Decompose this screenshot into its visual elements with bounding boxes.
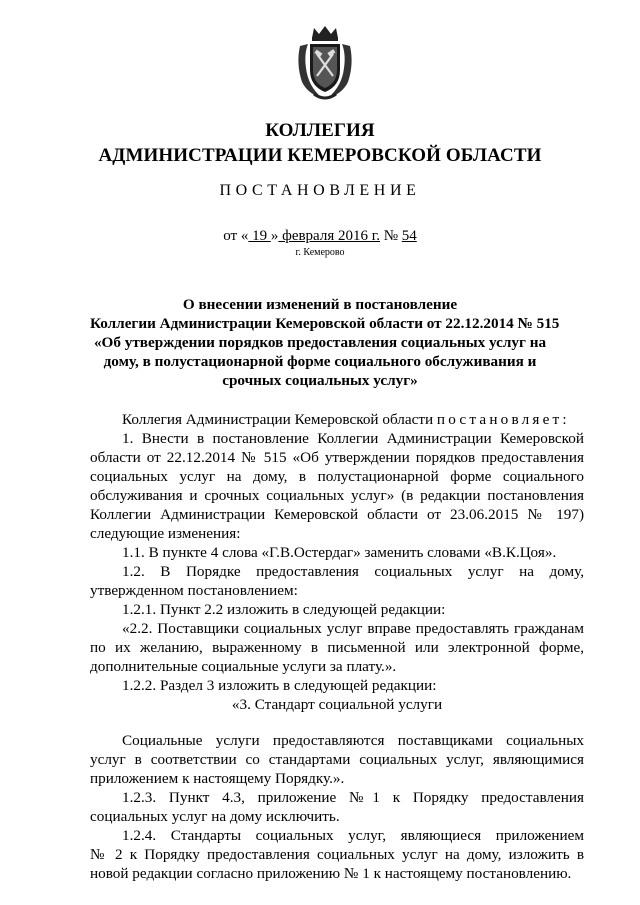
paragraph-1-2-3-line: социальных услуг на дому исключить. bbox=[90, 808, 340, 825]
paragraph-1-1: 1.1. В пункте 4 слова «Г.В.Остердаг» заменить словами «В.К.Цоя». bbox=[122, 544, 557, 561]
subject-line: «Об утверждении порядков предоставления социальных услуг на bbox=[93, 334, 547, 351]
paragraph-1-2-1: 1.2.1. Пункт 2.2 изложить в следующей редакции: bbox=[122, 601, 446, 618]
city: г. Кемерово bbox=[295, 247, 345, 258]
paragraph-1-2-line: 1.2. В Порядке предоставления социальных услуг на дому, bbox=[122, 563, 584, 580]
document-number: 54 bbox=[401, 228, 417, 244]
paragraph-1-2-4-line: № 2 к Порядку предоставления социальных услуг на дому, изложить в bbox=[90, 846, 584, 863]
paragraph-1-line: Коллегии Администрации Кемеровской области от 23.06.2015 № 197) bbox=[90, 506, 584, 523]
org-title-line1: КОЛЛЕГИЯ bbox=[265, 120, 375, 141]
paragraph-1-line: социальных услуг на дому, в полустационарной форме социального bbox=[90, 468, 584, 485]
document-subject bbox=[90, 295, 560, 390]
paragraph-1-2-4-line: новой редакции согласно приложению № 1 к настоящему постановлению. bbox=[90, 865, 572, 882]
subject-line: срочных социальных услуг» bbox=[222, 372, 418, 389]
intro-text: Коллегия Администрации Кемеровской области bbox=[122, 411, 437, 428]
number-label: № bbox=[379, 228, 402, 244]
date-day: 19 bbox=[248, 228, 271, 244]
document-type: ПОСТАНОВЛЕНИЕ bbox=[219, 182, 421, 199]
section-3-text-line: Социальные услуги предоставляются поставщиками социальных bbox=[122, 732, 584, 749]
date-prefix: от « bbox=[223, 228, 249, 244]
coat-of-arms-emblem bbox=[294, 24, 356, 104]
section-3-text-line: услуг в соответствии со стандартами социальных услуг, являющимися bbox=[90, 751, 584, 768]
paragraph-1-line: 1. Внести в постановление Коллегии Администрации Кемеровской bbox=[122, 430, 584, 447]
quote-2-2-line: дополнительные социальные услуги за плату.». bbox=[90, 658, 397, 675]
paragraph-1-2-2: 1.2.2. Раздел 3 изложить в следующей редакции: bbox=[122, 677, 437, 694]
subject-line: Коллегии Администрации Кемеровской области от 22.12.2014 № 515 bbox=[90, 315, 560, 332]
paragraph-1-2-4-line: 1.2.4. Стандарты социальных услуг, являющиеся приложением bbox=[122, 827, 584, 844]
document-body bbox=[90, 410, 584, 883]
section-3-title: «3. Стандарт социальной услуги bbox=[231, 696, 443, 713]
org-title-line2: АДМИНИСТРАЦИИ КЕМЕРОВСКОЙ ОБЛАСТИ bbox=[98, 145, 542, 166]
subject-line: дому, в полустационарной форме социального обслуживания и bbox=[103, 353, 537, 370]
subject-line: О внесении изменений в постановление bbox=[182, 296, 458, 313]
intro-line bbox=[90, 410, 584, 429]
intro-decree-word: постановляет: bbox=[436, 411, 570, 428]
quote-2-2-line: «2.2. Поставщики социальных услуг вправе предоставлять гражданам bbox=[122, 620, 584, 637]
date-month-year: февраля 2016 г. bbox=[278, 228, 380, 244]
section-3-text-line: приложением к настоящему Порядку.». bbox=[90, 770, 345, 787]
paragraph-1-line: обслуживания и срочных социальных услуг» (в редакции постановления bbox=[90, 487, 584, 504]
paragraph-1-line: следующие изменения: bbox=[90, 525, 241, 542]
quote-2-2-line: по их желанию, выраженному в письменной или электронной форме, bbox=[90, 639, 584, 656]
date-line bbox=[0, 228, 640, 245]
paragraph-1-2-line: утвержденном постановлением: bbox=[90, 582, 298, 599]
date-quote-close: » bbox=[270, 228, 279, 244]
paragraph-1-line: области от 22.12.2014 № 515 «Об утверждении порядков предоставления bbox=[90, 449, 584, 466]
paragraph-1-2-3-line: 1.2.3. Пункт 4.3, приложение №1 к Порядку предоставления bbox=[122, 789, 584, 806]
